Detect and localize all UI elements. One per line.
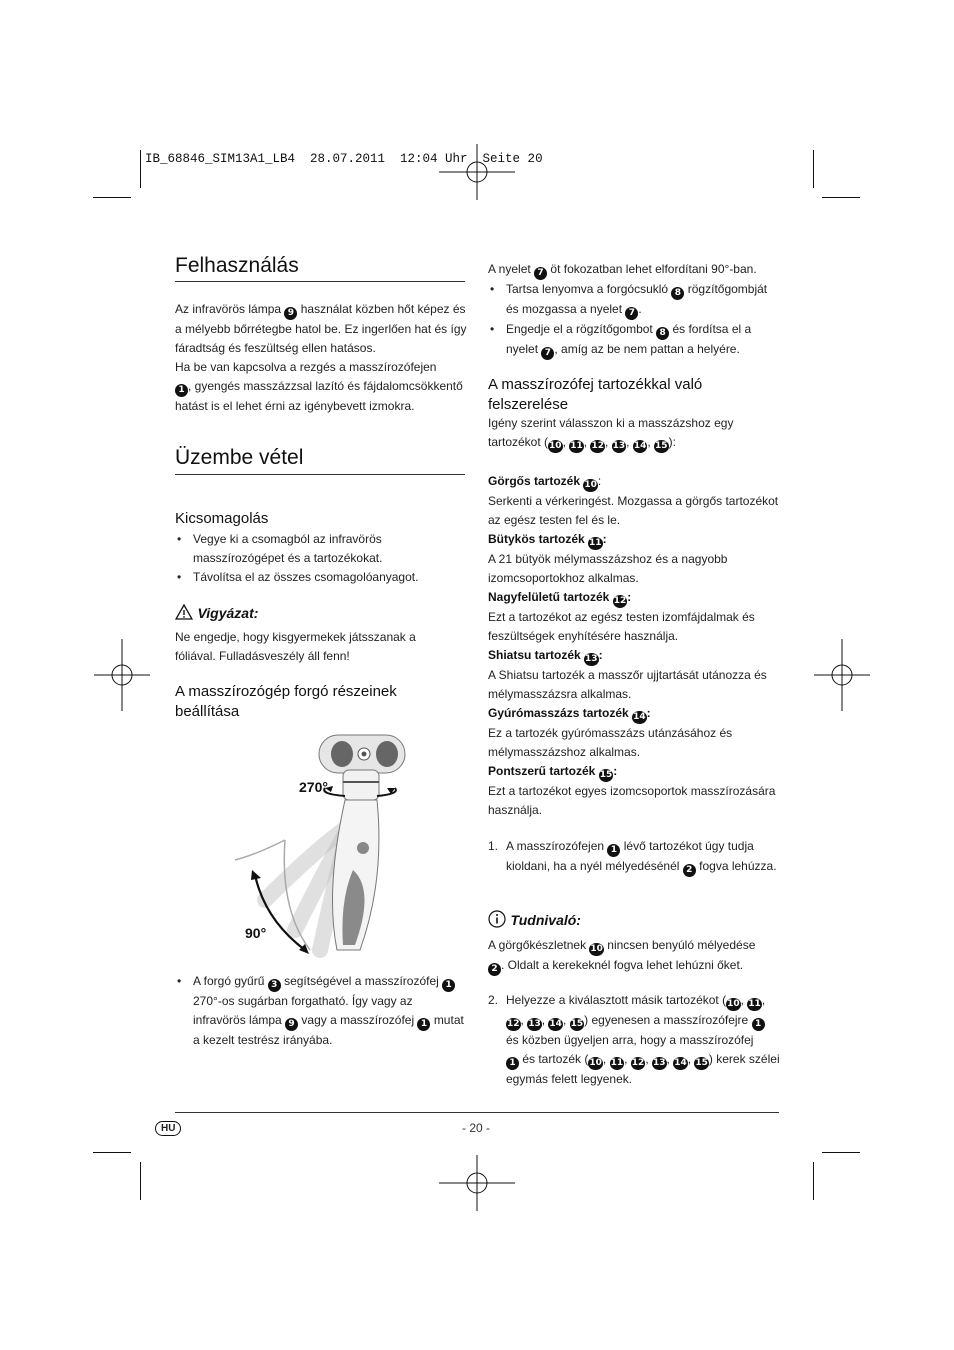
list-item-desc: Ezt a tartozékot az egész testen izomfájdalmak és feszültségek enyhítésére használja. [488, 610, 755, 643]
info-icon [488, 910, 506, 928]
rotation-heading: A masszírozógép forgó részeinek beállítása [175, 683, 397, 720]
title-rule [175, 281, 465, 282]
kicsomagolas-heading: Kicsomagolás [175, 510, 269, 527]
list-item: Nagyfelületű tartozék 12: [488, 590, 632, 606]
info-heading: Tudnivaló: [488, 910, 581, 930]
list-item-desc: Serkenti a vérkeringést. Mozgassa a görgős tartozékot az egész testen fel és le. [488, 494, 779, 527]
list-item: • Tartsa lenyomva a forgócsukló 8 rögzítőgombját és mozgassa a nyelet 7 . [488, 280, 780, 320]
page-number: - 20 - [462, 1121, 491, 1135]
list-item-desc: Ez a tartozék gyúrómasszázs utánzásához és mélymasszázshoz alkalmas. [488, 726, 733, 759]
kicsomagolas-list [175, 530, 467, 587]
crop-mark [93, 1152, 131, 1153]
crop-mark [140, 150, 141, 188]
list-item: Bütykös tartozék 11: [488, 532, 607, 548]
rotation-bullet: • A forgó gyűrű 3 segítségével a masszírozófej 1 270°-os sugárban forgatható. Így vagy az infravörös lámpa 9 vagy a masszírozófej 1 mutat a kezelt testrész irányába. [175, 972, 467, 1050]
accessory-list [488, 472, 780, 820]
language-badge: HU [155, 1121, 181, 1136]
list-item: Pontszerű tartozék 15: [488, 764, 618, 780]
print-slug: IB_68846_SIM13A1_LB4 28.07.2011 12:04 Uhr Seite 20 [145, 152, 543, 166]
registration-mark-right [812, 637, 872, 713]
step-1: 1. A masszírozófejen 1 lévő tartozékot úgy tudja kioldani, ha a nyél mélyedésénél 2 fogva lehúzza. [488, 839, 777, 875]
angle-label-90: 90° [245, 925, 267, 941]
intro-text: Az infravörös lámpa 9 használat közben hőt képez és a mélyebb bőrrétegbe hatol be. Ez ingerlően hat és így fáradtság és feszültség ellen hatásos. Ha be van kapcsolva a rezgés a masszírozófejen 1 , gyengés masszázzsal lazító és fájdalomcsökkentő hatást is el lehet érni az igénybevett izmokra. [175, 302, 467, 413]
list-item: Görgős tartozék 10: [488, 474, 602, 490]
crop-mark [93, 197, 131, 198]
warning-triangle-icon [175, 604, 193, 620]
accessory-heading: A masszírozófej tartozékkal való felszerelése [488, 376, 703, 413]
list-item-desc: A 21 bütyök mélymasszázshoz és a nagyobb izomcsoportokhoz alkalmas. [488, 552, 728, 585]
list-item: • Vegye ki a csomagból az infravörös masszírozógépet és a tartozékokat. [175, 530, 467, 568]
angle-label-270: 270° [299, 779, 328, 795]
list-item: • Távolítsa el az összes csomagolóanyagot. [175, 568, 467, 587]
section-title-felhasznalas: Felhasználás [175, 254, 299, 277]
registration-mark-top [437, 142, 517, 202]
title-rule [175, 474, 465, 475]
warning-heading: Vigyázat: [175, 604, 258, 623]
warning-text: Ne engedje, hogy kisgyermekek játsszanak a fóliával. Fulladásveszély áll fenn! [175, 630, 416, 663]
list-item-desc: Ezt a tartozékot egyes izomcsoportok masszírozására használja. [488, 784, 776, 817]
list-item: • Engedje el a rögzítőgombot 8 és fordítsa el a nyelet 7 , amíg az be nem pattan a helyére. [488, 320, 780, 360]
handle-rotation-text: A nyelet 7 öt fokozatban lehet elfordítani 90°-ban. • Tartsa lenyomva a forgócsukló 8 rögzítőgombját és mozgassa a nyelet 7 . • Engedje el a rögzítőgombot 8 és fordítsa el a nyelet 7 , amíg az be nem pattan a helyére. [488, 260, 780, 360]
accessory-intro: Igény szerint válasszon ki a masszázshoz egy tartozékot (10, 11, 12, 13, 14, 15): [488, 416, 734, 451]
crop-mark [822, 197, 860, 198]
crop-mark [813, 150, 814, 188]
info-text: A görgőkészletnek 10 nincsen benyúló mélyedése 2 . Oldalt a kerekeknél fogva lehet lehúzni őket. [488, 938, 756, 974]
crop-mark [140, 1162, 141, 1200]
crop-mark [813, 1162, 814, 1200]
registration-mark-bottom [437, 1153, 517, 1213]
list-item: Gyúrómasszázs tartozék 14: [488, 706, 651, 722]
registration-mark-left [92, 637, 152, 713]
crop-mark [822, 1152, 860, 1153]
section-title-uzembe-vetel: Üzembe vétel [175, 446, 304, 469]
footer-rule [175, 1112, 779, 1113]
list-item-desc: A Shiatsu tartozék a masszőr ujjtartását utánozza és mélymasszázsra alkalmas. [488, 668, 767, 701]
step-2: 2. Helyezze a kiválasztott másik tartozékot (10, 11, 12, 13, 14, 15) egyenesen a masszírozófejre 1 és közben ügyeljen arra, hogy a masszírozófej 1 és tartozék (10, 11, 12, 13, 14, 15) kerek szélei egymás felett legyenek. [488, 993, 780, 1086]
list-item: Shiatsu tartozék 13: [488, 648, 603, 664]
